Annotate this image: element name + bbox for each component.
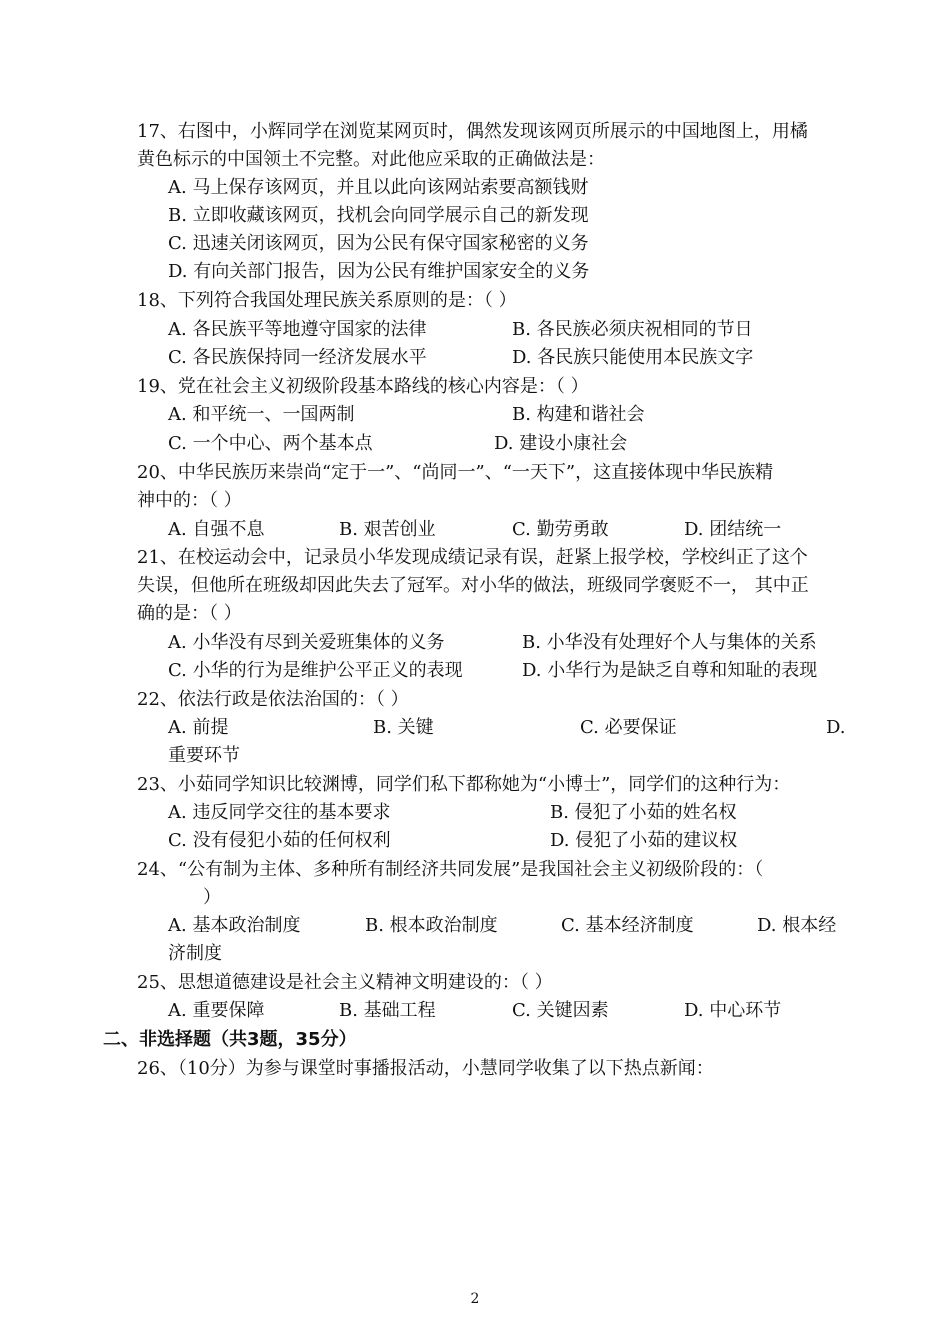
section2-heading: 二、非选择题（共3题，35分）	[103, 1029, 357, 1050]
q19-option-b: B. 构建和谐社会	[512, 404, 645, 425]
q22-option-a: A. 前提	[168, 717, 229, 738]
q18-option-a: A. 各民族平等地遵守国家的法律	[168, 319, 427, 340]
q17-option-a: A. 马上保存该网页，并且以此向该网站索要高额钱财	[168, 177, 589, 198]
q24-stem-line2: ）	[203, 887, 221, 908]
q17-option-c: C. 迅速关闭该网页，因为公民有保守国家秘密的义务	[168, 233, 589, 254]
q21-option-a: A. 小华没有尽到关爱班集体的义务	[168, 632, 445, 653]
q20-stem-line1: 20、中华民族历来崇尚“定于一”、“尚同一”、“一天下”，这直接体现中华民族精	[137, 462, 774, 483]
q25-option-b: B. 基础工程	[339, 1000, 436, 1021]
q21-option-b: B. 小华没有处理好个人与集体的关系	[522, 632, 817, 653]
q25-stem: 25、思想道德建设是社会主义精神文明建设的：（ ）	[137, 972, 553, 993]
q21-stem-line3: 确的是：（ ）	[137, 603, 242, 624]
q21-stem-line1: 21、在校运动会中，记录员小华发现成绩记录有误，赶紧上报学校，学校纠正了这个	[137, 547, 808, 568]
q22-option-b: B. 关键	[373, 717, 434, 738]
q26-stem: 26、（10分）为参与课堂时事播报活动，小慧同学收集了以下热点新闻：	[137, 1058, 714, 1079]
q23-stem: 23、小茹同学知识比较渊博，同学们私下都称她为“小博士”，同学们的这种行为：	[137, 774, 791, 795]
q24-option-d-cont: 济制度	[168, 943, 222, 964]
q18-option-d: D. 各民族只能使用本民族文字	[512, 347, 754, 368]
q24-option-d: D. 根本经	[757, 915, 837, 936]
q21-option-c: C. 小华的行为是维护公平正义的表现	[168, 660, 463, 681]
q20-option-b: B. 艰苦创业	[339, 519, 436, 540]
q20-option-d: D. 团结统一	[684, 519, 782, 540]
q23-option-d: D. 侵犯了小茹的建议权	[550, 830, 738, 851]
q25-option-a: A. 重要保障	[168, 1000, 265, 1021]
q17-option-b: B. 立即收藏该网页，找机会向同学展示自己的新发现	[168, 205, 589, 226]
q24-stem-line1: 24、“公有制为主体、多种所有制经济共同发展”是我国社会主义初级阶段的：（	[137, 859, 764, 880]
q19-option-c: C. 一个中心、两个基本点	[168, 433, 373, 454]
page-number: 2	[470, 1291, 480, 1307]
q20-option-c: C. 勤劳勇敢	[512, 519, 609, 540]
q18-stem: 18、下列符合我国处理民族关系原则的是：（ ）	[137, 290, 517, 311]
q23-option-a: A. 违反同学交往的基本要求	[168, 802, 391, 823]
q17-stem-line1: 17、右图中，小辉同学在浏览某网页时，偶然发现该网页所展示的中国地图上，用橘	[137, 121, 808, 142]
q24-option-c: C. 基本经济制度	[561, 915, 694, 936]
q23-option-c: C. 没有侵犯小茹的任何权利	[168, 830, 391, 851]
q23-option-b: B. 侵犯了小茹的姓名权	[550, 802, 737, 823]
q24-option-b: B. 根本政治制度	[365, 915, 498, 936]
q22-stem: 22、依法行政是依法治国的：（ ）	[137, 689, 409, 710]
q19-option-a: A. 和平统一、一国两制	[168, 404, 355, 425]
q22-option-d: D.	[826, 717, 846, 738]
q17-stem-line2: 黄色标示的中国领土不完整。对此他应采取的正确做法是：	[137, 149, 605, 170]
q19-option-d: D. 建设小康社会	[494, 433, 628, 454]
q20-stem-line2: 神中的：（ ）	[137, 490, 242, 511]
q18-option-c: C. 各民族保持同一经济发展水平	[168, 347, 427, 368]
q25-option-c: C. 关键因素	[512, 1000, 609, 1021]
q20-option-a: A. 自强不息	[168, 519, 265, 540]
q22-option-d-cont: 重要环节	[168, 745, 240, 766]
q25-option-d: D. 中心环节	[684, 1000, 782, 1021]
q19-stem: 19、党在社会主义初级阶段基本路线的核心内容是：（ ）	[137, 376, 589, 397]
q22-option-c: C. 必要保证	[580, 717, 677, 738]
q17-option-d: D. 有向关部门报告，因为公民有维护国家安全的义务	[168, 261, 590, 282]
q21-option-d: D. 小华行为是缺乏自尊和知耻的表现	[522, 660, 818, 681]
q21-stem-line2: 失误，但他所在班级却因此失去了冠军。对小华的做法，班级同学褒贬不一， 其中正	[137, 575, 809, 596]
q18-option-b: B. 各民族必须庆祝相同的节日	[512, 319, 753, 340]
q24-option-a: A. 基本政治制度	[168, 915, 301, 936]
